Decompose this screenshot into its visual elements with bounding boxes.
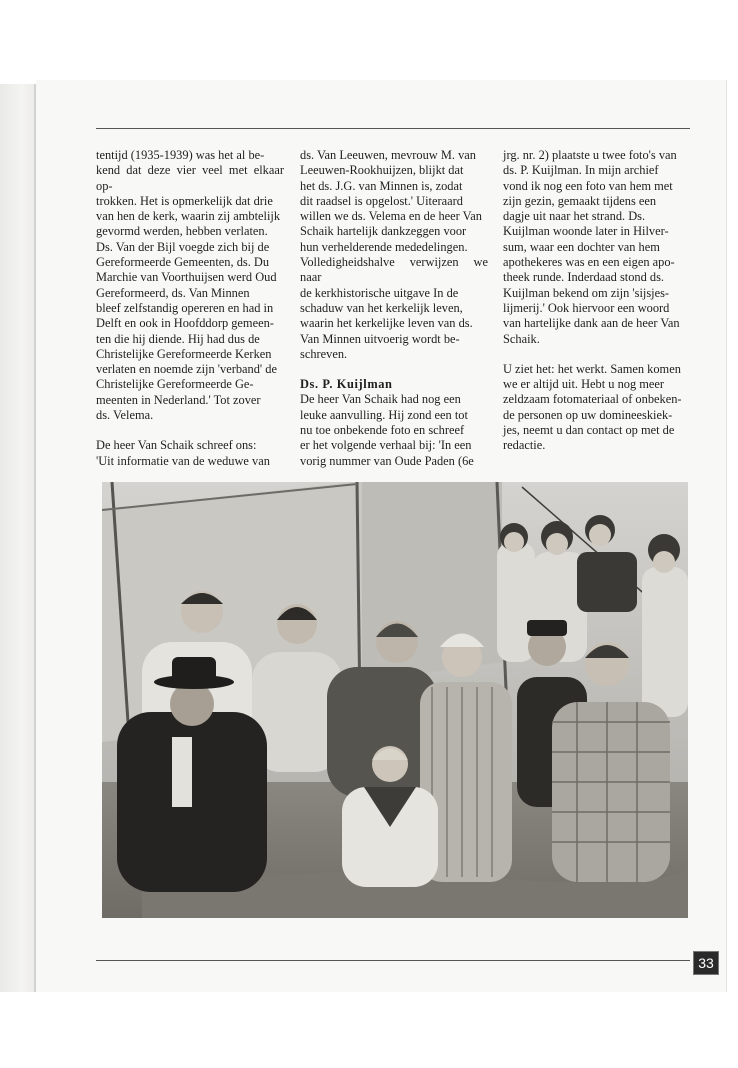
top-rule — [96, 128, 690, 129]
section-heading: Ds. P. Kuijlman — [300, 377, 393, 392]
family-beach-photo — [102, 482, 688, 918]
column1-paragraph1: tentijd (1935-1939) was het al be- kend dat deze vier veel met elkaar op- trokken. Het is opmerkelijk dat drie van hen de kerk, waarin zij ambtelijk gevormd werden, hebben verlaten. Ds. Van der Bijl voegde zich bij de Gereformeerde Gemeenten, ds. Du Marchie van Voorthuijsen werd Oud Gereformeerd, ds. Van Minnen bleef zelfstandig opereren en had in Delft en ook in Hoofddorp gemeen- ten die hij diende. Hij had dus de Christelijke Gereformeerde Kerken verlaten en noemde zijn 'verband' de Christelijke Gereformeerde Ge- meenten in Nederland.' Tot zover ds. Velema. — [96, 148, 284, 423]
bottom-rule — [96, 960, 690, 961]
column2-paragraph2: De heer Van Schaik had nog een leuke aanvulling. Hij zond een tot nu toe onbekende foto en schreef er het volgende verhaal bij: 'In een vorig nummer van Oude Paden (6e — [300, 392, 474, 468]
book-spine-shadow — [0, 84, 36, 992]
photo-illustration — [102, 482, 688, 918]
column1-paragraph2: De heer Van Schaik schreef ons: 'Uit informatie van de weduwe van — [96, 438, 270, 468]
column3-paragraph2: U ziet het: het werkt. Samen komen we er altijd uit. Hebt u nog meer zeldzaam fotomateriaal of onbeken- de personen op uw domineeskiek- jes, neemt u dan contact op met de redactie. — [503, 361, 682, 453]
text-column-3 — [503, 148, 691, 454]
column3-paragraph1: jrg. nr. 2) plaatste u twee foto's van ds. P. Kuijlman. In mijn archief vond ik nog een foto van hem met zijn gezin, gemaakt tijdens een dagje uit naar het strand. Ds. Kuijlman woonde later in Hilver- sum, waar een dochter van hem apothekeres was en een eigen apo- theek runde. Inderdaad stond ds. Kuijlman bekend om zijn 'sijsjes- lijmerij.' Ook hiervoor een woord van hartelijke dank aan de heer Van Schaik. — [503, 148, 680, 346]
column2-paragraph1: ds. Van Leeuwen, mevrouw M. van Leeuwen-Rookhuijzen, blijkt dat het ds. J.G. van Minnen is, zodat dit raadsel is opgelost.' Uiteraard willen we ds. Velema en de heer Van Schaik hartelijk dankzeggen voor hun verhelderende mededelingen. Volledigheidshalve verwijzen we naar de kerkhistorische uitgave In de schaduw van het kerkelijk leven, waarin het kerkelijke leven van ds. Van Minnen uitvoerig wordt be- schreven. — [300, 148, 488, 361]
page-number: 33 — [693, 951, 719, 975]
text-column-1 — [96, 148, 284, 469]
text-column-2 — [300, 148, 488, 469]
